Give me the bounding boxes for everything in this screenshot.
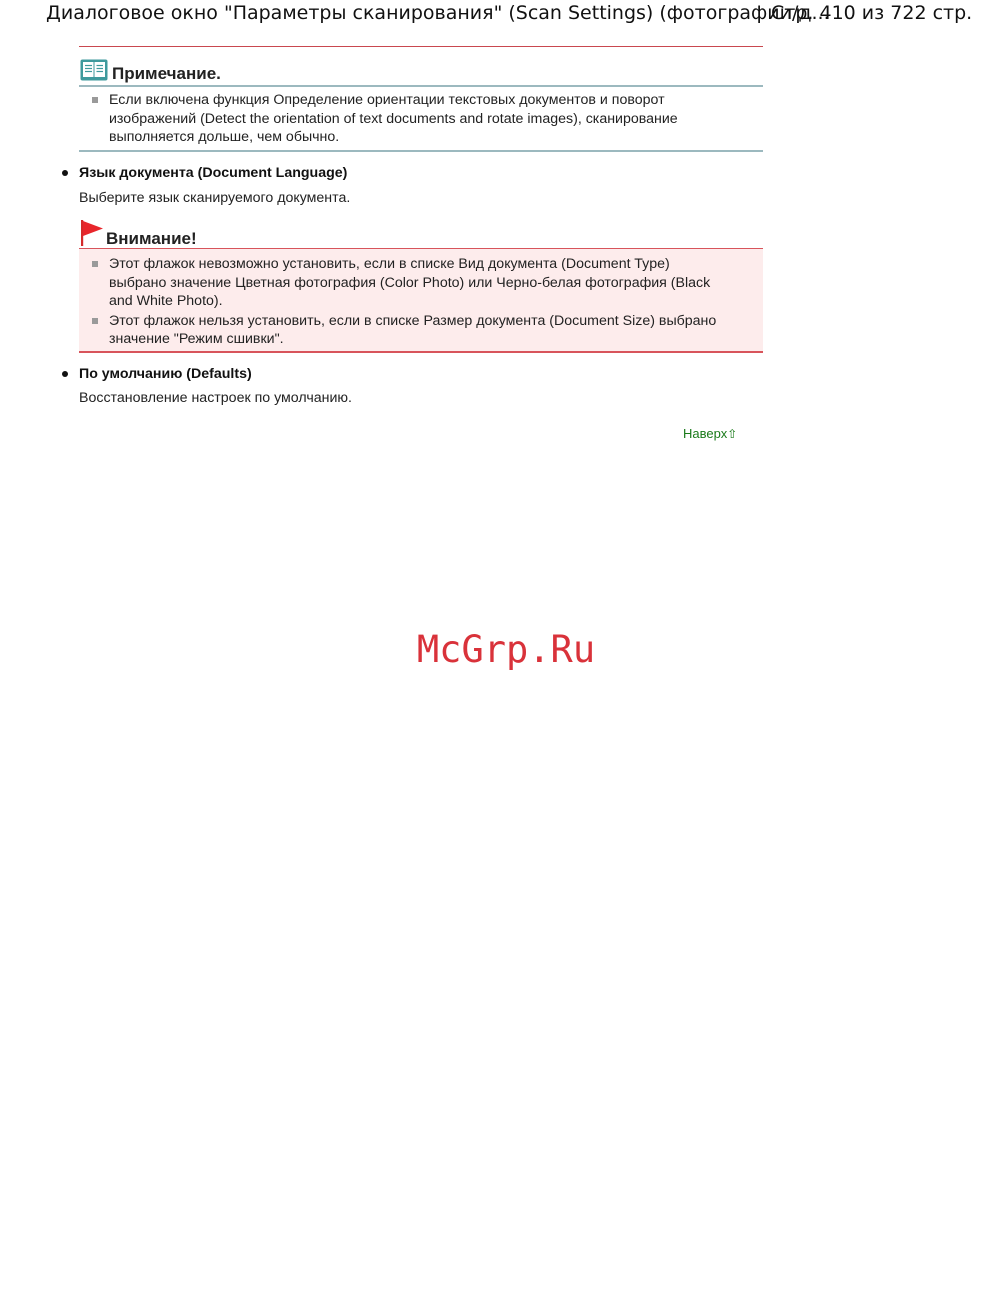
note-item-line: Если включена функция Определение ориентации текстовых документов и поворот — [109, 92, 665, 108]
back-to-top-link[interactable] — [683, 426, 737, 441]
attention-item-line: and White Photo). — [109, 293, 223, 309]
back-to-top-label: Наверх — [683, 426, 728, 441]
square-bullet-icon — [92, 261, 98, 267]
note-item — [79, 91, 763, 147]
attention-title: Внимание! — [106, 229, 197, 248]
note-title: Примечание. — [112, 64, 221, 83]
note-item-line: изображений (Detect the orientation of text documents and rotate images), сканирование — [109, 110, 678, 127]
page-header — [0, 0, 1000, 30]
attention-box — [79, 248, 763, 353]
note-list — [79, 91, 763, 147]
book-icon — [80, 59, 108, 81]
note-item-line: выполняется дольше, чем обычно. — [109, 129, 340, 145]
attention-item-line: выбрано значение Цветная фотография (Color Photo) или Черно-белая фотография (Black — [109, 274, 711, 291]
section-text-defaults: Восстановление настроек по умолчанию. — [79, 390, 352, 406]
page-counter: Стр. 410 из 722 стр. — [771, 2, 973, 24]
arrow-up-icon: ⇧ — [727, 427, 738, 441]
attention-item — [79, 312, 763, 349]
flag-icon — [80, 220, 104, 246]
square-bullet-icon — [92, 97, 98, 103]
section-text-language: Выберите язык сканируемого документа. — [79, 190, 351, 206]
attention-item-line: Этот флажок нельзя установить, если в списке Размер документа (Document Size) выбрано — [109, 312, 717, 329]
section-heading-text: По умолчанию (Defaults) — [79, 366, 252, 382]
bullet-dot-icon — [62, 170, 68, 176]
note-box — [79, 46, 763, 152]
watermark: McGrp.Ru — [416, 628, 596, 671]
attention-list — [79, 255, 763, 349]
note-header — [79, 59, 763, 87]
attention-item-line: Этот флажок невозможно установить, если в списке Вид документа (Document Type) — [109, 256, 670, 272]
section-heading-text: Язык документа (Document Language) — [79, 165, 348, 181]
bullet-dot-icon — [62, 371, 68, 377]
attention-item — [79, 255, 763, 311]
attention-item-line: значение "Режим сшивки". — [109, 331, 284, 347]
attention-header — [79, 219, 763, 249]
square-bullet-icon — [92, 318, 98, 324]
document-title: Диалоговое окно "Параметры сканирования" (Scan Settings) (фотографии/д... — [46, 2, 830, 24]
